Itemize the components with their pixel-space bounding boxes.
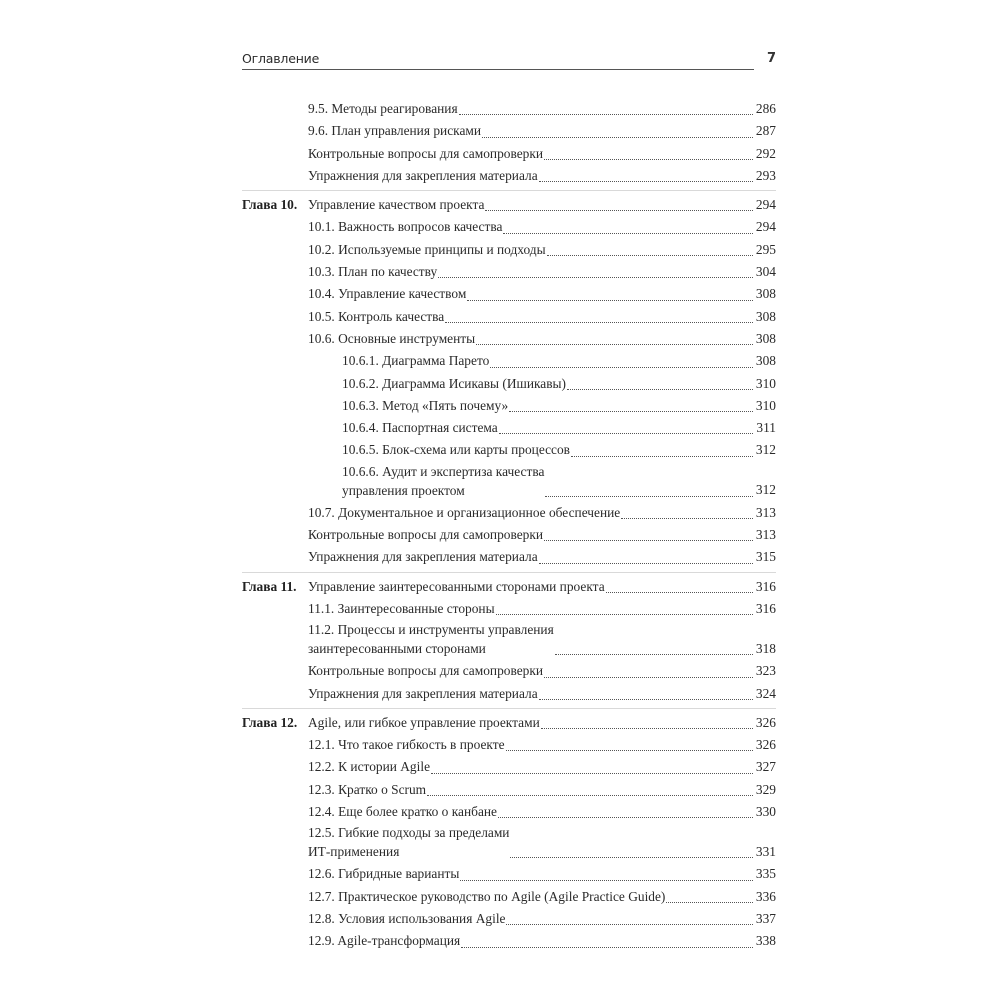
toc-subentry[interactable]	[242, 395, 776, 417]
entry-page: 326	[755, 714, 776, 730]
chapter-title: Управление качеством проекта	[308, 197, 485, 213]
entry-page: 293	[755, 167, 776, 183]
toc-group-chapter-11	[242, 572, 776, 705]
entry-page: 335	[755, 866, 776, 882]
entry-title: 9.5. Методы реагирования	[308, 101, 458, 116]
dot-leader	[539, 179, 753, 182]
toc-entry[interactable]	[242, 734, 776, 756]
entry-page: 287	[755, 123, 776, 139]
toc-subentry[interactable]	[242, 439, 776, 461]
entry-page: 312	[755, 482, 776, 498]
dot-leader	[571, 454, 753, 457]
entry-page: 315	[755, 549, 776, 565]
toc-group-chapter-12	[242, 708, 776, 953]
toc-entry[interactable]	[242, 620, 776, 660]
toc-entry[interactable]	[242, 779, 776, 801]
page-number: 7	[766, 51, 776, 66]
entry-page: 308	[755, 308, 776, 324]
entry-title: 10.2. Используемые принципы и подходы	[308, 241, 546, 257]
dot-leader	[555, 652, 753, 655]
entry-page: 310	[755, 375, 776, 391]
entry-title: 12.8. Условия использования Agile	[308, 910, 506, 926]
dot-leader	[506, 922, 753, 925]
entry-page: 304	[755, 264, 776, 280]
entry-title: 12.4. Еще более кратко о канбане	[308, 804, 497, 820]
entry-page: 336	[755, 888, 776, 904]
running-head	[242, 51, 776, 73]
entry-title: 10.3. План по качеству	[308, 264, 438, 280]
toc-entry[interactable]	[242, 683, 776, 705]
entry-page: 286	[755, 101, 776, 116]
toc-entry[interactable]	[242, 306, 776, 328]
entry-page: 313	[755, 527, 776, 543]
toc-entry[interactable]	[242, 165, 776, 187]
entry-title-line-1: 10.6.6. Аудит и экспертиза качества	[342, 463, 545, 479]
toc-entry[interactable]	[242, 908, 776, 930]
dot-leader	[498, 815, 753, 818]
entry-page: 294	[755, 197, 776, 213]
dot-leader	[539, 561, 753, 564]
entry-page: 310	[755, 397, 776, 413]
entry-title	[308, 620, 554, 660]
entry-title: 10.6. Основные инструменты	[308, 330, 476, 346]
chapter-label: Глава 10.	[242, 197, 298, 213]
entry-page: 313	[755, 504, 776, 520]
entry-title: 12.7. Практическое руководство по Agile (Agile Practice Guide)	[308, 888, 666, 904]
entry-page: 338	[755, 933, 776, 949]
entry-page: 292	[755, 145, 776, 161]
chapter-label: Глава 11.	[242, 578, 297, 594]
toc-entry[interactable]	[242, 216, 776, 238]
toc-entry[interactable]	[242, 143, 776, 165]
entry-page: 308	[755, 330, 776, 346]
entry-title: Контрольные вопросы для самопроверки	[308, 663, 544, 679]
dot-leader	[438, 275, 753, 278]
entry-title: 12.3. Кратко о Scrum	[308, 781, 427, 797]
toc-subentry[interactable]	[242, 350, 776, 372]
entry-page: 308	[755, 353, 776, 369]
entry-page: 316	[755, 578, 776, 594]
dot-leader	[431, 771, 753, 774]
entry-title: 10.6.2. Диаграмма Исикавы (Ишикавы)	[342, 375, 567, 391]
entry-title: 10.5. Контроль качества	[308, 308, 445, 324]
chapter-label: Глава 12.	[242, 714, 298, 730]
entry-page: 324	[755, 685, 776, 701]
entry-title: 10.6.1. Диаграмма Парето	[342, 353, 490, 369]
entry-title-line-2: управления проектом	[342, 482, 465, 498]
entry-page: 295	[755, 241, 776, 257]
entry-title: 10.4. Управление качеством	[308, 286, 467, 302]
dot-leader	[461, 945, 753, 948]
dot-leader	[606, 590, 753, 593]
dot-leader	[547, 253, 753, 256]
dot-leader	[482, 135, 753, 138]
toc-group-chapter-9-continued	[242, 98, 776, 187]
entry-page: 311	[756, 420, 776, 436]
entry-page: 330	[755, 804, 776, 820]
header-rule	[242, 69, 754, 70]
toc-entry[interactable]	[242, 283, 776, 305]
toc-subentry[interactable]	[242, 373, 776, 395]
toc-entry[interactable]	[242, 502, 776, 524]
chapter-entry[interactable]	[242, 712, 776, 734]
entry-page: 326	[755, 737, 776, 753]
entry-title: 9.6. План управления рисками	[308, 123, 482, 139]
entry-title: 10.6.5. Блок-схема или карты процессов	[342, 442, 570, 458]
dot-leader	[544, 538, 753, 541]
toc-entry[interactable]	[242, 261, 776, 283]
entry-title	[308, 823, 509, 863]
dot-leader	[544, 157, 753, 160]
dot-leader	[460, 878, 753, 881]
dot-leader	[427, 793, 753, 796]
entry-page: 337	[755, 910, 776, 926]
entry-title: 11.1. Заинтересованные стороны	[308, 600, 495, 616]
entry-title: 12.1. Что такое гибкость в проекте	[308, 737, 505, 753]
dot-leader	[541, 726, 753, 729]
toc-entry[interactable]	[242, 98, 776, 120]
entry-title: Контрольные вопросы для самопроверки	[308, 527, 544, 543]
chapter-title: Управление заинтересованными сторонами проекта	[308, 578, 605, 594]
toc-entry[interactable]	[242, 930, 776, 952]
entry-title: 10.6.4. Паспортная система	[342, 420, 498, 436]
toc-entry[interactable]	[242, 823, 776, 863]
entry-title-line-2: заинтересованными сторонами	[308, 641, 486, 657]
dot-leader	[499, 431, 753, 434]
dot-leader	[621, 516, 753, 519]
entry-title: Упражнения для закрепления материала	[308, 685, 538, 701]
dot-leader	[545, 494, 753, 497]
toc-subentry[interactable]	[242, 462, 776, 502]
entry-title: Упражнения для закрепления материала	[308, 549, 538, 565]
dot-leader	[467, 298, 753, 301]
chapter-entry[interactable]	[242, 576, 776, 598]
dot-leader	[510, 855, 753, 858]
dot-leader	[476, 342, 753, 345]
entry-title: 12.6. Гибридные варианты	[308, 866, 460, 882]
toc-entry[interactable]	[242, 546, 776, 568]
toc-entry[interactable]	[242, 524, 776, 546]
toc-group-chapter-10	[242, 190, 776, 568]
entry-title	[342, 462, 544, 502]
dot-leader	[445, 320, 753, 323]
entry-page: 329	[755, 781, 776, 797]
toc-entry[interactable]	[242, 863, 776, 885]
dot-leader	[567, 387, 753, 390]
toc-entry[interactable]	[242, 239, 776, 261]
entry-title: Упражнения для закрепления материала	[308, 167, 538, 183]
entry-page: 294	[755, 219, 776, 235]
toc-entry[interactable]	[242, 598, 776, 620]
entry-page: 312	[755, 442, 776, 458]
toc-entry[interactable]	[242, 756, 776, 778]
dot-leader	[509, 409, 753, 412]
toc-subentry[interactable]	[242, 417, 776, 439]
chapter-title: Agile, или гибкое управление проектами	[308, 714, 540, 730]
chapter-entry[interactable]	[242, 194, 776, 216]
entry-page: 316	[755, 600, 776, 616]
dot-leader	[666, 900, 753, 903]
entry-title: 12.2. К истории Agile	[308, 759, 431, 775]
dot-leader	[503, 231, 753, 234]
toc-entry[interactable]	[242, 328, 776, 350]
table-of-contents	[242, 98, 776, 953]
dot-leader	[506, 748, 753, 751]
dot-leader	[490, 365, 753, 368]
toc-entry[interactable]	[242, 801, 776, 823]
entry-title-line-1: 11.2. Процессы и инструменты управления	[308, 622, 554, 638]
entry-page: 331	[755, 844, 776, 860]
entry-title: 12.9. Agile-трансформация	[308, 933, 461, 949]
dot-leader	[544, 675, 753, 678]
entry-page: 327	[755, 759, 776, 775]
entry-title-line-1: 12.5. Гибкие подходы за пределами	[308, 825, 510, 841]
entry-title: Контрольные вопросы для самопроверки	[308, 145, 544, 161]
running-title: Оглавление	[242, 51, 320, 66]
dot-leader	[496, 612, 753, 615]
entry-title: 10.1. Важность вопросов качества	[308, 219, 503, 235]
entry-page: 318	[755, 640, 776, 656]
dot-leader	[459, 112, 753, 115]
dot-leader	[485, 208, 753, 211]
toc-entry[interactable]	[242, 660, 776, 682]
toc-entry[interactable]	[242, 886, 776, 908]
entry-title: 10.6.3. Метод «Пять почему»	[342, 397, 509, 413]
entry-page: 308	[755, 286, 776, 302]
dot-leader	[539, 697, 753, 700]
toc-entry[interactable]	[242, 120, 776, 142]
entry-title-line-2: ИТ-применения	[308, 844, 400, 860]
entry-page: 323	[755, 663, 776, 679]
entry-title: 10.7. Документальное и организационное обеспечение	[308, 504, 621, 520]
